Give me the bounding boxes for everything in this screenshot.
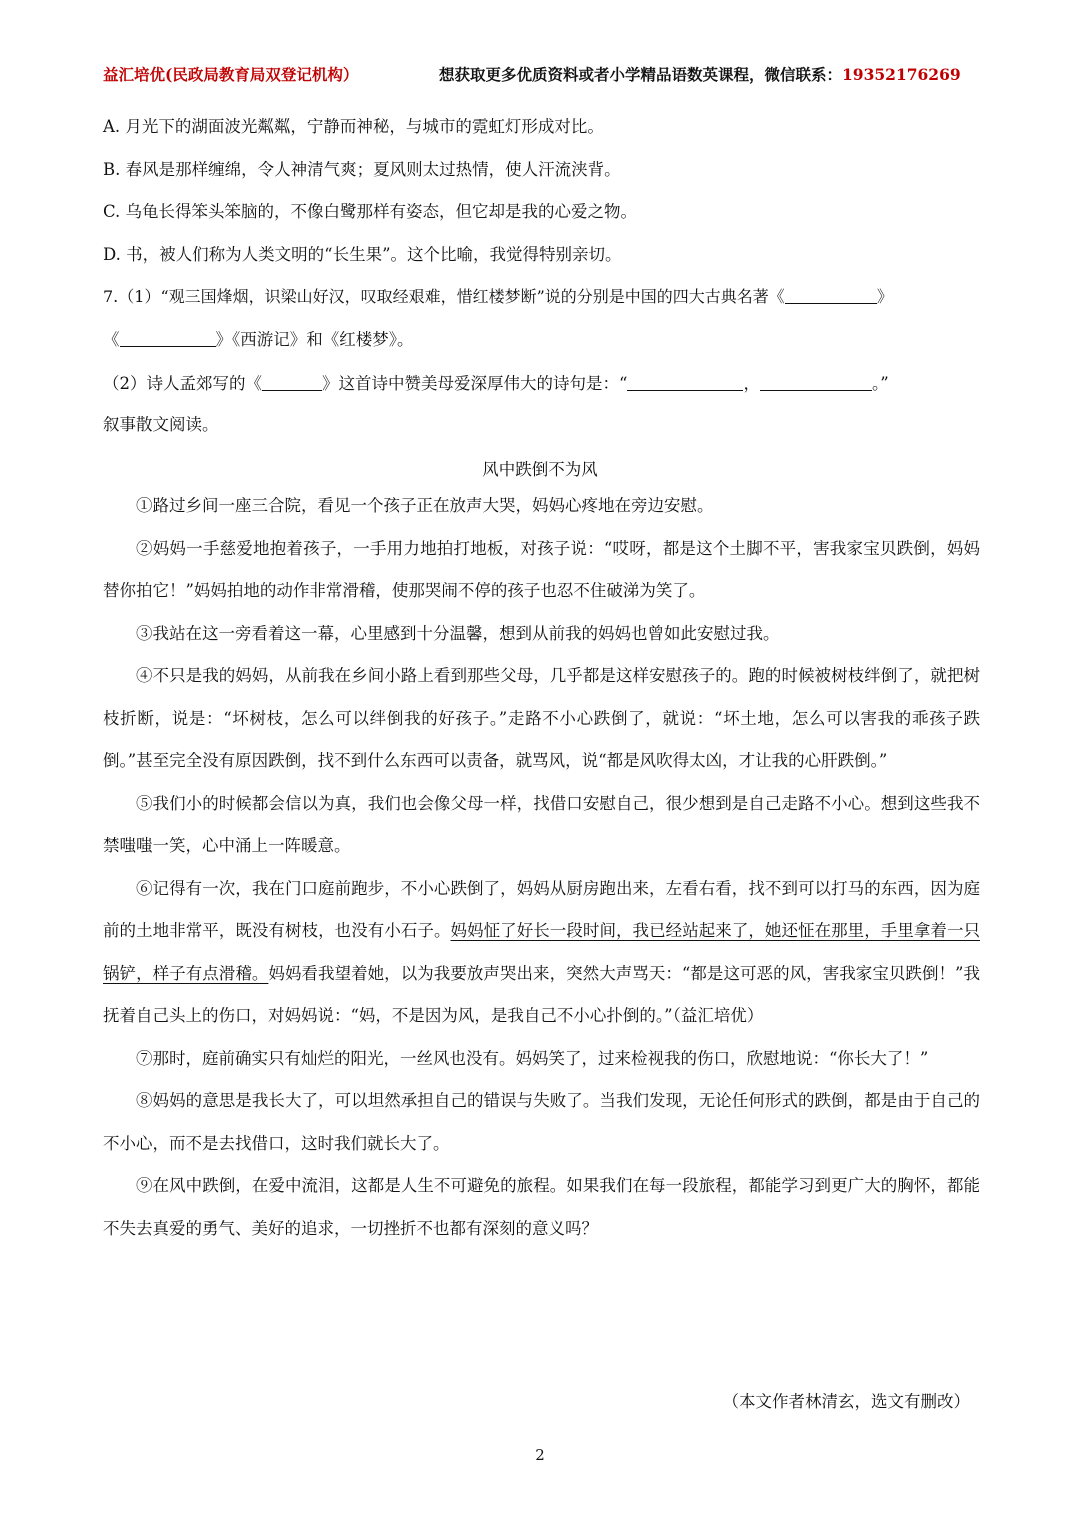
q7-open-bracket: 《: [103, 330, 120, 349]
page-number: 2: [535, 1446, 545, 1464]
section-label: 叙事散文阅读。: [103, 415, 219, 434]
option-b: B. 春风是那样缠绵，令人神清气爽；夏风则太过热情，使人汗流浃背。: [103, 160, 621, 179]
paragraph-9: ⑨在风中跌倒，在爱中流泪，这都是人生不可避免的旅程。如果我们在每一段旅程，都能学习到更广大的胸怀，都能不失去真爱的勇气、美好的追求，一切挫折不也都有深刻的意义吗？: [103, 1176, 980, 1238]
paragraph-6-underlined: 妈妈怔了好长一段时间，我已经站起来了，她还怔在那里，手里拿着一只锅铲，样子有点滑稽。: [103, 921, 981, 983]
article-body: [103, 485, 980, 1250]
header-org: 益汇培优(民政局教育局双登记机构）: [103, 65, 359, 84]
q7-part1-text: 7.（1）“观三国烽烟，识梁山好汉，叹取经艰难，惜红楼梦断”说的分别是中国的四大古典名著《: [103, 287, 785, 306]
header-phone: 19352176269: [842, 65, 961, 84]
paragraph-3: ③我站在这一旁看着这一幕，心里感到十分温馨，想到从前我的妈妈也曾如此安慰过我。: [136, 623, 780, 643]
answer-blank-3[interactable]: [262, 373, 322, 391]
answer-blank-1[interactable]: [785, 286, 877, 304]
header-contact: [439, 63, 961, 85]
q7-part2-text: （2）诗人孟郊写的《: [103, 374, 262, 393]
q7-part2-comma: ，: [743, 374, 760, 393]
paragraph-6: [103, 868, 980, 1038]
q7-part2-line: [103, 370, 889, 394]
paragraph-5: ⑤我们小的时候都会信以为真，我们也会像父母一样，找借口安慰自己，很少想到是自己走路不小心。想到这些我不禁嗤嗤一笑，心中涌上一阵暖意。: [103, 793, 980, 855]
option-d: D. 书，被人们称为人类文明的“长生果”。这个比喻，我觉得特别亲切。: [103, 245, 622, 264]
paragraph-2: ②妈妈一手慈爱地抱着孩子，一手用力地拍打地板，对孩子说：“哎呀，都是这个土脚不平，害我家宝贝跌倒，妈妈替你拍它！”妈妈拍地的动作非常滑稽，使那哭闹不停的孩子也忍不住破涕为笑了。: [103, 538, 980, 600]
paragraph-8: ⑧妈妈的意思是我长大了，可以坦然承担自己的错误与失败了。当我们发现，无论任何形式的跌倒，都是由于自己的不小心，而不是去找借口，这时我们就长大了。: [103, 1091, 980, 1153]
q7-part2-mid: 》这首诗中赞美母爱深厚伟大的诗句是：“: [322, 374, 628, 393]
q7-part1-line2: [103, 326, 414, 350]
answer-blank-5[interactable]: [760, 373, 872, 391]
paragraph-6-part-b: 妈妈看我望着她，以为我要放声哭出来，突然大声骂天：“都是这可恶的风，害我家宝贝跌倒！”我抚着自己头上的伤口，对妈妈说：“妈，不是因为风，是我自己不小心扑倒的。”（益汇培优）: [103, 963, 981, 1025]
article-title: 风中跌倒不为风: [482, 460, 598, 479]
author-note: （本文作者林清玄，选文有删改）: [722, 1392, 970, 1411]
q7-part1-line1: [103, 284, 893, 307]
q7-part2-end: 。”: [871, 374, 889, 393]
paragraph-7: ⑦那时，庭前确实只有灿烂的阳光，一丝风也没有。妈妈笑了，过来检视我的伤口，欣慰地说：“你长大了！”: [136, 1048, 929, 1068]
answer-blank-4[interactable]: [627, 373, 743, 391]
header-contact-text: 想获取更多优质资料或者小学精品语数英课程，微信联系：: [439, 65, 843, 84]
paragraph-1: ①路过乡间一座三合院，看见一个孩子正在放声大哭，妈妈心疼地在旁边安慰。: [136, 496, 714, 515]
option-c: C. 乌龟长得笨头笨脑的，不像白鹭那样有姿态，但它却是我的心爱之物。: [103, 202, 638, 221]
paragraph-6-part-a: ⑥记得有一次，我在门口庭前跑步，不小心跌倒了，妈妈从厨房跑出来，左看右看，找不到可以打马的东西，因为庭前的土地非常平，既没有树枝，也没有小石子。: [103, 878, 980, 940]
option-a: A. 月光下的湖面波光粼粼，宁静而神秘，与城市的霓虹灯形成对比。: [103, 117, 604, 136]
q7-part1-rest: 》《西游记》和《红楼梦》。: [215, 330, 414, 349]
paragraph-4: ④不只是我的妈妈，从前我在乡间小路上看到那些父母，几乎都是这样安慰孩子的。跑的时候被树枝绊倒了，就把树枝折断，说是：“坏树枝，怎么可以绊倒我的好孩子。”走路不小心跌倒了，就说：“坏土地，怎么可以害我的乖孩子跌倒。”甚至完全没有原因跌倒，找不到什么东西可以责备，就骂风，说“都是风吹得太凶，才让我的心肝跌倒。”: [103, 666, 980, 770]
answer-blank-2[interactable]: [120, 329, 216, 347]
page-header: [103, 63, 980, 87]
q7-close-bracket: 》: [876, 287, 893, 306]
